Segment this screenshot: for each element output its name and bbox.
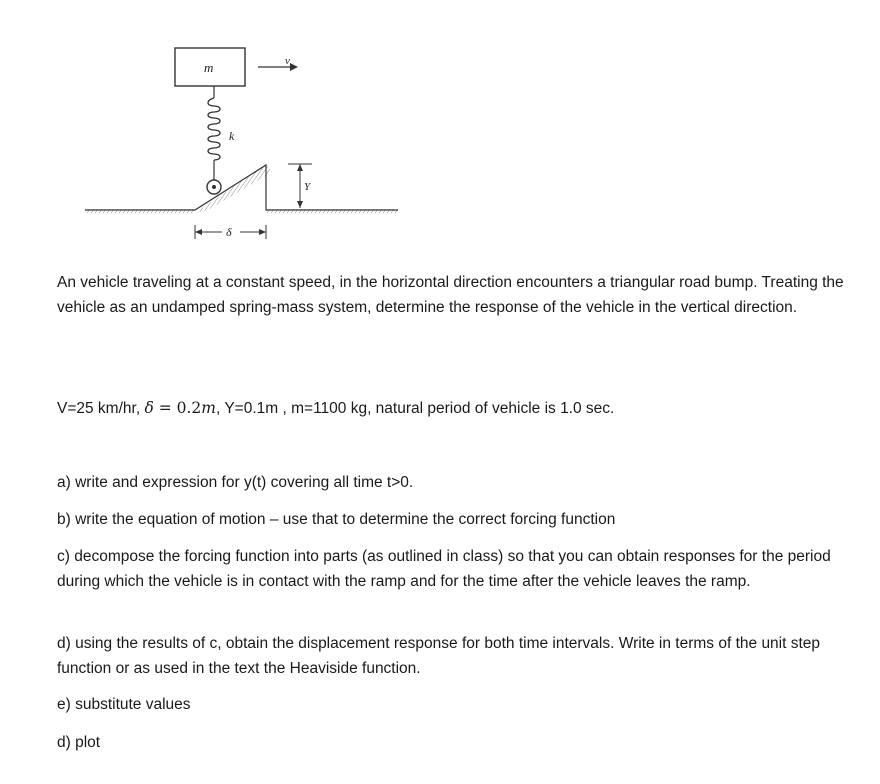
velocity-arrowhead <box>290 63 298 71</box>
part-d: d) using the results of c, obtain the displacement response for both time intervals. Write in terms of the unit step function or as used in the text the Heaviside function. <box>57 635 821 677</box>
spring-coil <box>208 98 220 160</box>
delta-symbol: δ <box>144 399 154 417</box>
problem-statement: An vehicle traveling at a constant speed, in the horizontal direction encounters a triangular road bump. Treating the vehicle as an undamped spring-mass system, determine the response of the vehicle in the vertical direction. <box>57 274 844 316</box>
height-label: Y <box>304 181 311 193</box>
part-c: c) decompose the forcing function into parts (as outlined in class) so that you can obtain responses for the period during which the vehicle is in contact with the ramp and for the time after the vehicle leaves the ramp. <box>57 548 831 590</box>
velocity-label: v <box>285 55 290 67</box>
vehicle-bump-diagram <box>80 40 410 250</box>
part-b: b) write the equation of motion – use that to determine the correct forcing function <box>57 511 616 528</box>
part-plot: d) plot <box>57 734 101 751</box>
length-arrow-right <box>259 229 266 235</box>
wheel-axle <box>212 185 216 189</box>
mass-label: m <box>204 60 214 75</box>
height-arrow-up <box>297 164 303 171</box>
part-a: a) write and expression for y(t) covering all time t>0. <box>57 474 414 491</box>
delta-unit: m <box>201 399 216 417</box>
given-rest: , Y=0.1m , m=1100 kg, natural period of vehicle is 1.0 sec. <box>216 400 615 417</box>
spring-label: k <box>229 129 235 143</box>
height-arrow-down <box>297 201 303 208</box>
delta-value: 0.2 <box>176 399 202 417</box>
equals-sign: = <box>153 399 177 417</box>
length-label: δ <box>226 225 232 239</box>
part-e: e) substitute values <box>57 696 191 713</box>
length-arrow-left <box>195 229 202 235</box>
given-prefix: V=25 km/hr, <box>57 400 145 417</box>
given-values <box>57 396 847 422</box>
